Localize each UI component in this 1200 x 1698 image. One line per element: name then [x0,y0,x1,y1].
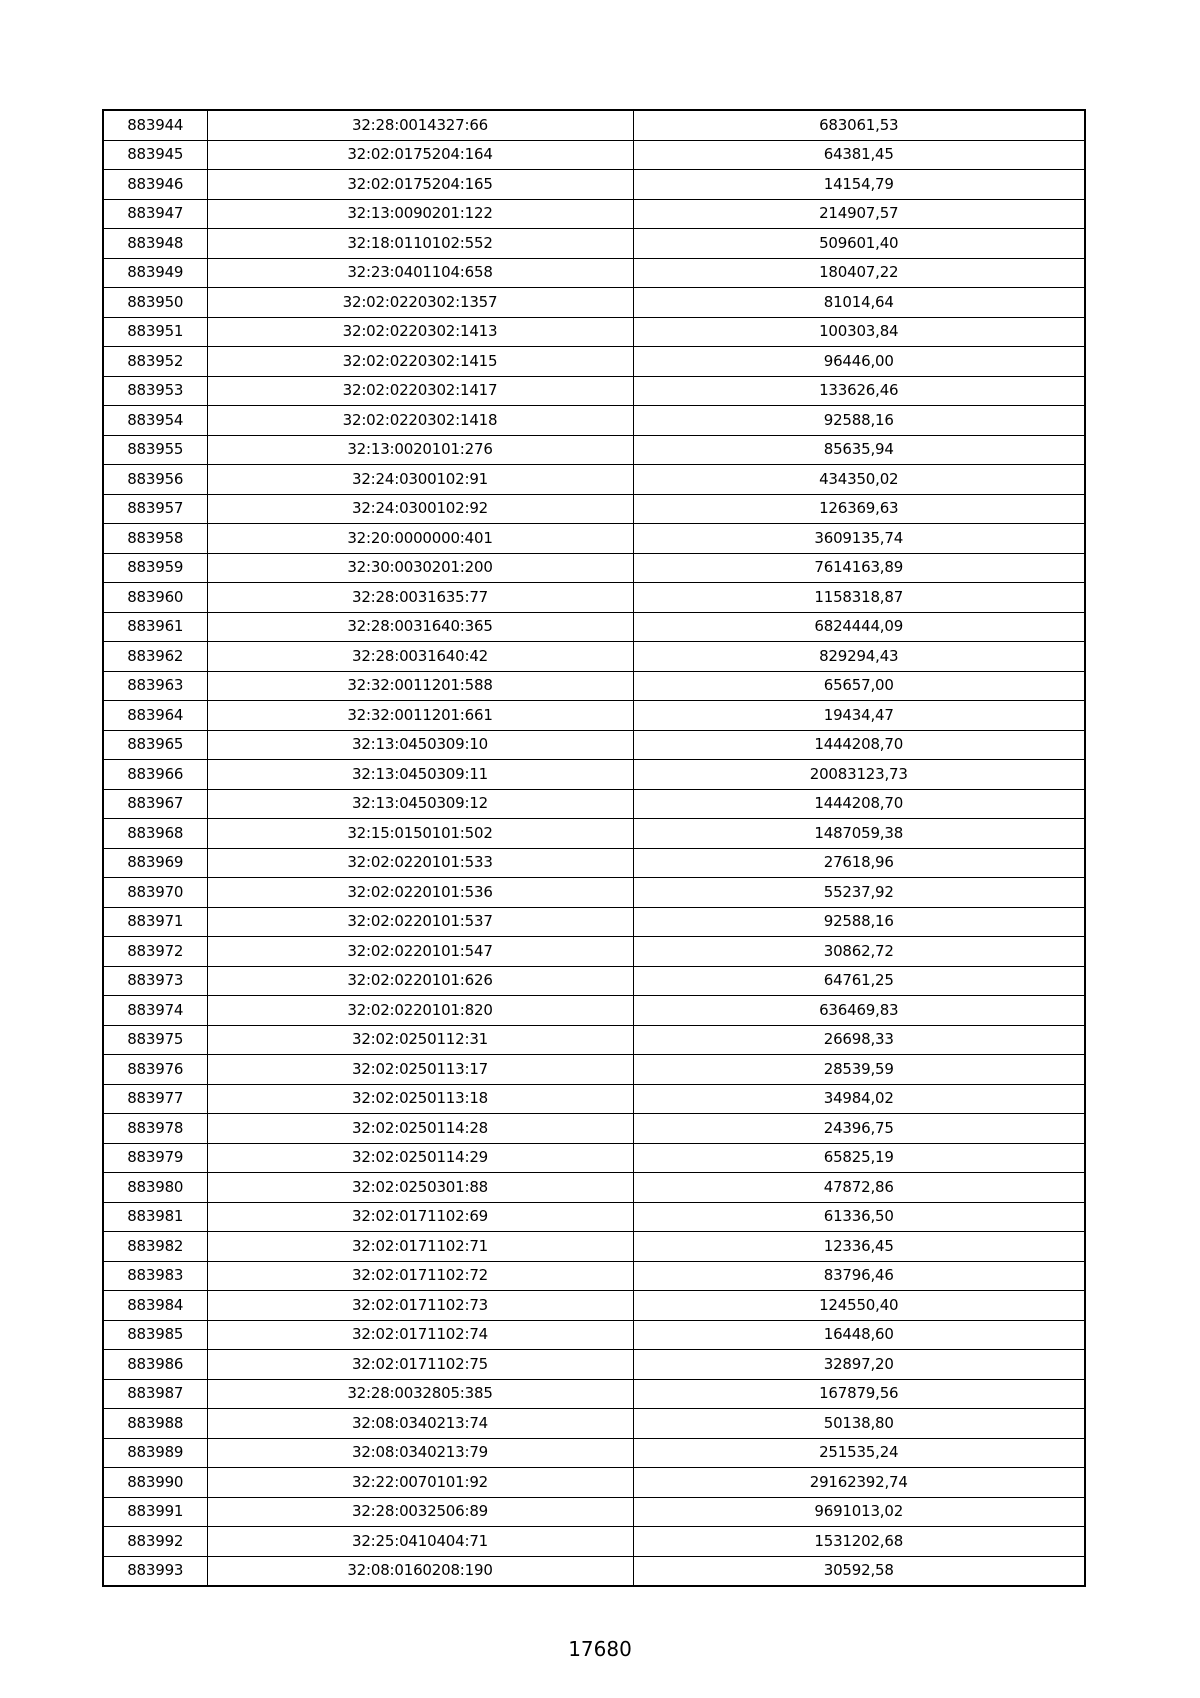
table-row [103,110,1085,140]
row-id-cell: 883957 [103,494,207,524]
table-row [103,288,1085,318]
table-row [103,435,1085,465]
row-id-cell: 883949 [103,258,207,288]
table-row [103,1261,1085,1291]
cadastral-number-cell: 32:02:0250301:88 [207,1173,633,1203]
value-cell: 34984,02 [633,1084,1085,1114]
cadastral-number-cell: 32:02:0220101:820 [207,996,633,1026]
row-id-cell: 883969 [103,848,207,878]
value-cell: 214907,57 [633,199,1085,229]
cadastral-number-cell: 32:28:0031640:42 [207,642,633,672]
row-id-cell: 883990 [103,1468,207,1498]
row-id-cell: 883955 [103,435,207,465]
table-row [103,1025,1085,1055]
cadastral-number-cell: 32:13:0090201:122 [207,199,633,229]
table-row [103,848,1085,878]
row-id-cell: 883946 [103,170,207,200]
table-row [103,878,1085,908]
table-row [103,524,1085,554]
table-row [103,1291,1085,1321]
cadastral-number-cell: 32:02:0220302:1413 [207,317,633,347]
table-row [103,1497,1085,1527]
row-id-cell: 883965 [103,730,207,760]
value-cell: 65657,00 [633,671,1085,701]
row-id-cell: 883972 [103,937,207,967]
table-row [103,1320,1085,1350]
row-id-cell: 883977 [103,1084,207,1114]
cadastral-number-cell: 32:15:0150101:502 [207,819,633,849]
row-id-cell: 883958 [103,524,207,554]
cadastral-number-cell: 32:28:0031635:77 [207,583,633,613]
cadastral-number-cell: 32:13:0450309:12 [207,789,633,819]
cadastral-number-cell: 32:18:0110102:552 [207,229,633,259]
value-cell: 85635,94 [633,435,1085,465]
data-table-container [102,109,1084,1587]
row-id-cell: 883953 [103,376,207,406]
cadastral-number-cell: 32:02:0171102:71 [207,1232,633,1262]
value-cell: 1158318,87 [633,583,1085,613]
cadastral-number-cell: 32:02:0220302:1417 [207,376,633,406]
row-id-cell: 883963 [103,671,207,701]
table-row [103,907,1085,937]
row-id-cell: 883971 [103,907,207,937]
table-row [103,199,1085,229]
row-id-cell: 883980 [103,1173,207,1203]
cadastral-number-cell: 32:08:0340213:74 [207,1409,633,1439]
table-row [103,1350,1085,1380]
row-id-cell: 883961 [103,612,207,642]
cadastral-number-cell: 32:22:0070101:92 [207,1468,633,1498]
table-row [103,1055,1085,1085]
value-cell: 30862,72 [633,937,1085,967]
row-id-cell: 883975 [103,1025,207,1055]
value-cell: 100303,84 [633,317,1085,347]
cadastral-number-cell: 32:02:0171102:73 [207,1291,633,1321]
cadastral-number-cell: 32:24:0300102:91 [207,465,633,495]
table-row [103,347,1085,377]
table-row [103,1409,1085,1439]
row-id-cell: 883968 [103,819,207,849]
cadastral-number-cell: 32:13:0020101:276 [207,435,633,465]
cadastral-number-cell: 32:02:0220302:1415 [207,347,633,377]
value-cell: 28539,59 [633,1055,1085,1085]
cadastral-number-cell: 32:02:0220302:1357 [207,288,633,318]
table-row [103,140,1085,170]
cadastral-number-cell: 32:28:0032805:385 [207,1379,633,1409]
row-id-cell: 883948 [103,229,207,259]
cadastral-number-cell: 32:02:0220101:626 [207,966,633,996]
cadastral-number-cell: 32:23:0401104:658 [207,258,633,288]
value-cell: 24396,75 [633,1114,1085,1144]
cadastral-number-cell: 32:02:0220302:1418 [207,406,633,436]
cadastral-number-cell: 32:25:0410404:71 [207,1527,633,1557]
cadastral-number-cell: 32:08:0160208:190 [207,1556,633,1586]
table-row [103,553,1085,583]
value-cell: 14154,79 [633,170,1085,200]
value-cell: 32897,20 [633,1350,1085,1380]
table-row [103,1173,1085,1203]
value-cell: 1531202,68 [633,1527,1085,1557]
table-row [103,642,1085,672]
table-row [103,1084,1085,1114]
value-cell: 83796,46 [633,1261,1085,1291]
table-row [103,170,1085,200]
table-row [103,819,1085,849]
row-id-cell: 883970 [103,878,207,908]
value-cell: 29162392,74 [633,1468,1085,1498]
cadastral-number-cell: 32:02:0171102:75 [207,1350,633,1380]
row-id-cell: 883974 [103,996,207,1026]
cadastral-number-cell: 32:02:0171102:72 [207,1261,633,1291]
row-id-cell: 883982 [103,1232,207,1262]
row-id-cell: 883954 [103,406,207,436]
value-cell: 829294,43 [633,642,1085,672]
page-number: 17680 [568,1637,632,1661]
table-row [103,701,1085,731]
value-cell: 1444208,70 [633,789,1085,819]
table-row [103,1114,1085,1144]
value-cell: 50138,80 [633,1409,1085,1439]
table-row [103,1143,1085,1173]
row-id-cell: 883964 [103,701,207,731]
cadastral-number-cell: 32:02:0220101:536 [207,878,633,908]
value-cell: 65825,19 [633,1143,1085,1173]
table-row [103,612,1085,642]
value-cell: 509601,40 [633,229,1085,259]
table-row [103,317,1085,347]
value-cell: 19434,47 [633,701,1085,731]
row-id-cell: 883985 [103,1320,207,1350]
row-id-cell: 883979 [103,1143,207,1173]
cadastral-number-cell: 32:02:0175204:165 [207,170,633,200]
cadastral-number-cell: 32:02:0171102:74 [207,1320,633,1350]
table-row [103,376,1085,406]
row-id-cell: 883993 [103,1556,207,1586]
table-row [103,1556,1085,1586]
row-id-cell: 883987 [103,1379,207,1409]
row-id-cell: 883984 [103,1291,207,1321]
row-id-cell: 883981 [103,1202,207,1232]
row-id-cell: 883983 [103,1261,207,1291]
row-id-cell: 883966 [103,760,207,790]
cadastral-number-cell: 32:02:0171102:69 [207,1202,633,1232]
table-row [103,1438,1085,1468]
cadastral-number-cell: 32:13:0450309:11 [207,760,633,790]
row-id-cell: 883945 [103,140,207,170]
cadastral-number-cell: 32:02:0175204:164 [207,140,633,170]
row-id-cell: 883989 [103,1438,207,1468]
value-cell: 434350,02 [633,465,1085,495]
value-cell: 683061,53 [633,110,1085,140]
value-cell: 47872,86 [633,1173,1085,1203]
value-cell: 9691013,02 [633,1497,1085,1527]
table-row [103,494,1085,524]
table-row [103,996,1085,1026]
value-cell: 92588,16 [633,406,1085,436]
row-id-cell: 883950 [103,288,207,318]
cadastral-number-cell: 32:02:0220101:547 [207,937,633,967]
table-row [103,760,1085,790]
value-cell: 16448,60 [633,1320,1085,1350]
value-cell: 167879,56 [633,1379,1085,1409]
value-cell: 7614163,89 [633,553,1085,583]
row-id-cell: 883988 [103,1409,207,1439]
table-row [103,258,1085,288]
table-row [103,1379,1085,1409]
cadastral-number-cell: 32:02:0250113:17 [207,1055,633,1085]
table-row [103,1232,1085,1262]
row-id-cell: 883967 [103,789,207,819]
value-cell: 12336,45 [633,1232,1085,1262]
value-cell: 124550,40 [633,1291,1085,1321]
cadastral-number-cell: 32:02:0250113:18 [207,1084,633,1114]
table-row [103,671,1085,701]
table-row [103,583,1085,613]
row-id-cell: 883978 [103,1114,207,1144]
cadastral-number-cell: 32:02:0220101:537 [207,907,633,937]
table-body [103,110,1085,1586]
value-cell: 1444208,70 [633,730,1085,760]
table-row [103,1202,1085,1232]
cadastral-number-cell: 32:28:0014327:66 [207,110,633,140]
row-id-cell: 883991 [103,1497,207,1527]
row-id-cell: 883959 [103,553,207,583]
value-cell: 133626,46 [633,376,1085,406]
table-row [103,1527,1085,1557]
value-cell: 27618,96 [633,848,1085,878]
cadastral-number-cell: 32:24:0300102:92 [207,494,633,524]
value-cell: 55237,92 [633,878,1085,908]
row-id-cell: 883951 [103,317,207,347]
cadastral-number-cell: 32:13:0450309:10 [207,730,633,760]
cadastral-number-cell: 32:02:0250112:31 [207,1025,633,1055]
row-id-cell: 883992 [103,1527,207,1557]
row-id-cell: 883952 [103,347,207,377]
data-table [102,109,1086,1587]
cadastral-number-cell: 32:32:0011201:588 [207,671,633,701]
row-id-cell: 883986 [103,1350,207,1380]
table-row [103,1468,1085,1498]
value-cell: 81014,64 [633,288,1085,318]
row-id-cell: 883947 [103,199,207,229]
cadastral-number-cell: 32:02:0250114:28 [207,1114,633,1144]
value-cell: 3609135,74 [633,524,1085,554]
row-id-cell: 883956 [103,465,207,495]
value-cell: 26698,33 [633,1025,1085,1055]
row-id-cell: 883960 [103,583,207,613]
cadastral-number-cell: 32:28:0031640:365 [207,612,633,642]
value-cell: 61336,50 [633,1202,1085,1232]
cadastral-number-cell: 32:02:0220101:533 [207,848,633,878]
value-cell: 92588,16 [633,907,1085,937]
table-row [103,229,1085,259]
row-id-cell: 883973 [103,966,207,996]
cadastral-number-cell: 32:08:0340213:79 [207,1438,633,1468]
cadastral-number-cell: 32:20:0000000:401 [207,524,633,554]
table-row [103,465,1085,495]
value-cell: 96446,00 [633,347,1085,377]
row-id-cell: 883976 [103,1055,207,1085]
table-row [103,789,1085,819]
value-cell: 180407,22 [633,258,1085,288]
value-cell: 1487059,38 [633,819,1085,849]
value-cell: 251535,24 [633,1438,1085,1468]
table-row [103,937,1085,967]
table-row [103,966,1085,996]
row-id-cell: 883962 [103,642,207,672]
cadastral-number-cell: 32:30:0030201:200 [207,553,633,583]
value-cell: 6824444,09 [633,612,1085,642]
value-cell: 64381,45 [633,140,1085,170]
value-cell: 64761,25 [633,966,1085,996]
value-cell: 636469,83 [633,996,1085,1026]
table-row [103,730,1085,760]
row-id-cell: 883944 [103,110,207,140]
table-row [103,406,1085,436]
cadastral-number-cell: 32:02:0250114:29 [207,1143,633,1173]
cadastral-number-cell: 32:28:0032506:89 [207,1497,633,1527]
value-cell: 126369,63 [633,494,1085,524]
value-cell: 20083123,73 [633,760,1085,790]
cadastral-number-cell: 32:32:0011201:661 [207,701,633,731]
value-cell: 30592,58 [633,1556,1085,1586]
